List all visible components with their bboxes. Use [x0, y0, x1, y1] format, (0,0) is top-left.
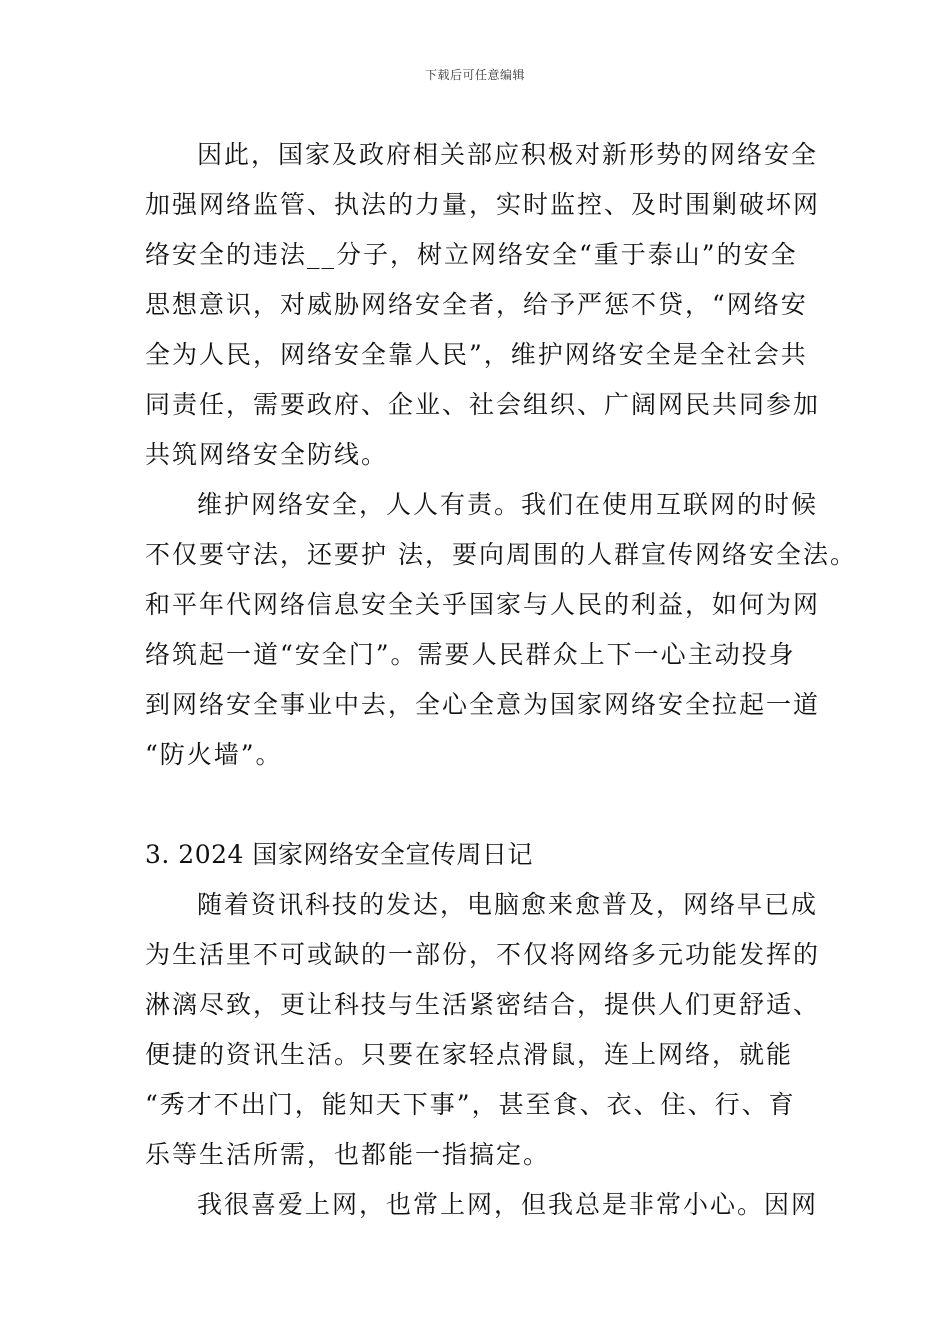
- text-line: 乐等生活所需，也都能一指搞定。: [145, 1140, 551, 1169]
- text-line: 络筑起一道“安全门”。需要人民群众上下一心主动投身: [145, 640, 796, 669]
- text-line: 全为人民，网络安全靠人民”，维护网络安全是全社会共: [145, 340, 808, 369]
- text-line: 因此，国家及政府相关部应积极对新形势的网络安全: [197, 140, 819, 169]
- paragraph: [145, 880, 845, 1180]
- text-line: 和平年代网络信息安全关乎国家与人民的利益，如何为网: [145, 590, 821, 619]
- text-line: 加强网络监管、执法的力量，实时监控、及时围剿破坏网: [145, 190, 821, 219]
- paragraph: [145, 130, 845, 480]
- text-line: 维护网络安全，人人有责。我们在使用互联网的时候: [197, 490, 819, 519]
- document-body: [145, 130, 857, 1230]
- text-line: “防火墙”。: [145, 740, 283, 769]
- text-line: 淋漓尽致，更让科技与生活紧密结合，提供人们更舒适、: [145, 990, 821, 1019]
- paragraph-gap: [145, 780, 845, 830]
- text-line: 到网络安全事业中去，全心全意为国家网络安全拉起一道: [145, 690, 821, 719]
- text-line: 我很喜爱上网，也常上网，但我总是非常小心。因网: [197, 1190, 819, 1219]
- paragraph: [145, 480, 857, 780]
- section-heading: 3. 2024 国家网络安全宣传周日记: [145, 840, 533, 869]
- text-line: 不仅要守法，还要护 法，要向周围的人群宣传网络安全法。: [145, 540, 857, 569]
- text-line: 同责任，需要政府、企业、社会组织、广阔网民共同参加: [145, 390, 821, 419]
- text-line: “秀才不出门，能知天下事”，甚至食、衣、住、行、育: [145, 1090, 796, 1119]
- text-line: 为生活里不可或缺的一部份，不仅将网络多元功能发挥的: [145, 940, 821, 969]
- text-line: 随着资讯科技的发达，电脑愈来愈普及，网络早已成: [197, 890, 819, 919]
- text-line: 共筑网络安全防线。: [145, 440, 389, 469]
- paragraph: [145, 1180, 845, 1230]
- text-line: 思想意识，对威胁网络安全者，给予严惩不贷，“网络安: [145, 290, 808, 319]
- page-header-note: 下载后可任意编辑: [424, 68, 525, 82]
- text-line: 络安全的违法__分子，树立网络安全“重于泰山”的安全: [145, 240, 798, 269]
- text-line: 便捷的资讯生活。只要在家轻点滑鼠，连上网络，就能: [145, 1040, 794, 1069]
